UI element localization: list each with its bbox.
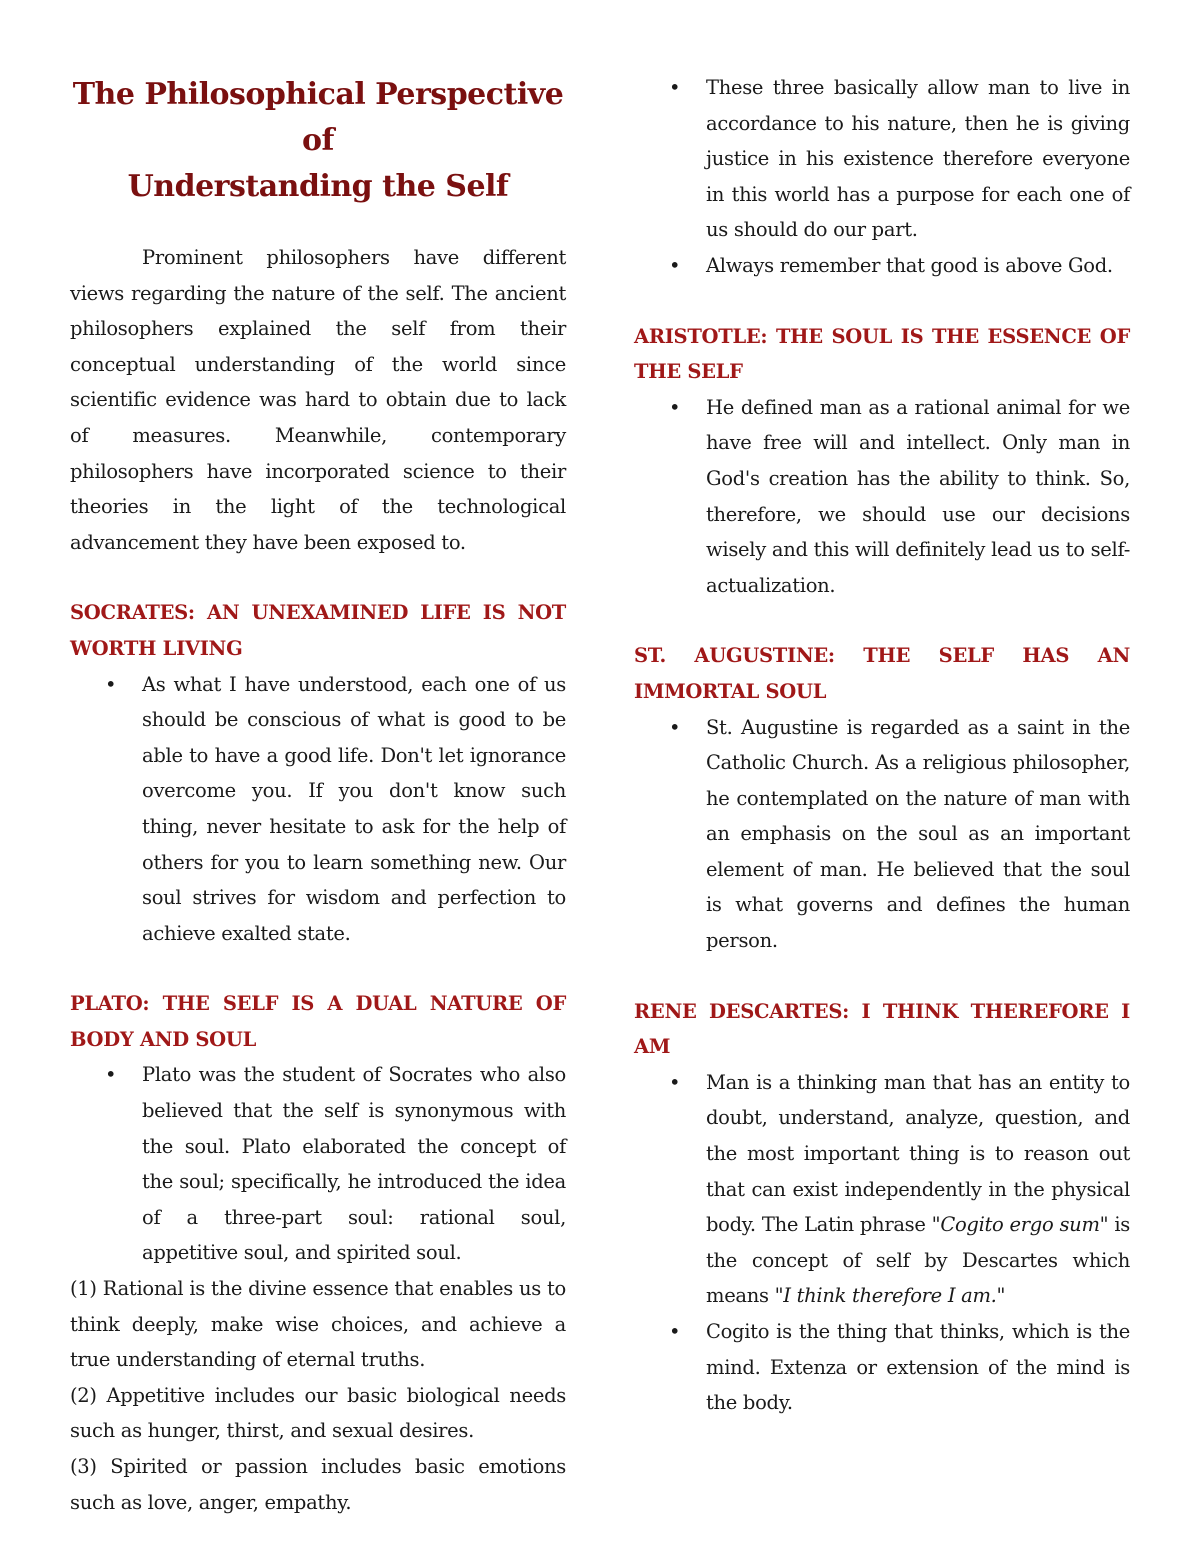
plato-numbered-1: (1) Rational is the divine essence that enables us to think deeply, make wise choices, and achieve a true understanding of eternal truths.: [70, 1277, 566, 1372]
aristotle-heading: ARISTOTLE: THE SOUL IS THE ESSENCE OF THE SELF: [634, 324, 1130, 384]
descartes-bullet-1-text-b: is the concept of self by Descartes which means: [706, 1213, 1131, 1308]
plato-continued-bullet-1: • These three basically allow man to live in accordance to his nature, then he is giving justice in his existence therefore everyone in this world has a purpose for each one of us should do our part.: [706, 70, 1130, 248]
i-think-quote: "I think therefore I am.": [774, 1284, 1006, 1308]
plato-numbered-list: [70, 1271, 566, 1520]
plato-bullet-1: • Plato was the student of Socrates who also believed that the self is synonymous with the soul. Plato elaborated the concept of the soul; specifically, he introduced the idea of a three-part soul: rational soul, appetitive soul, and spirited soul.: [142, 1057, 566, 1271]
title-line-1: The Philosophical Perspective of: [72, 77, 564, 158]
plato-numbered-2: (2) Appetitive includes our basic biological needs such as hunger, thirst, and sexual desires.: [70, 1383, 566, 1443]
aristotle-bullet-1: • He defined man as a rational animal for we have free will and intellect. Only man in God's creation has the ability to think. So, therefore, we should use our decisions wisely and this will definitely lead us to self-actualization.: [706, 390, 1130, 604]
plato-heading: PLATO: THE SELF IS A DUAL NATURE OF BODY AND SOUL: [70, 992, 566, 1051]
augustine-heading: ST. AUGUSTINE: THE SELF HAS AN IMMORTAL SOUL: [634, 644, 1130, 703]
plato-numbered-3: (3) Spirited or passion includes basic emotions such as love, anger, empathy.: [70, 1455, 566, 1514]
descartes-bullet-2: • Cogito is the thing that thinks, which is the mind. Extenza or extension of the mind is the body.: [706, 1314, 1130, 1421]
intro-paragraph: Prominent philosophers have different views regarding the nature of the self. The ancient philosophers explained the self from their conceptual understanding of the world since scientific evidence was hard to obtain due to lack of measures. Meanwhile, contemporary philosophers have incorporated science to their theories in the light of the technological advancement they have been exposed to.: [70, 246, 566, 554]
augustine-bullets: [634, 710, 1130, 959]
right-column: [634, 70, 1130, 1421]
cogito-quote: "Cogito ergo sum": [931, 1213, 1109, 1237]
aristotle-bullets: [634, 390, 1130, 604]
descartes-bullet-1: [706, 1065, 1130, 1314]
page-title: [70, 72, 566, 210]
plato-continued-bullet-2: • Always remember that good is above God.: [706, 248, 1130, 284]
socrates-bullet-1: • As what I have understood, each one of us should be conscious of what is good to be able to have a good life. Don't let ignorance overcome you. If you don't know such thing, never hesitate to ask for the help of others for you to learn something new. Our soul strives for wisdom and perfection to achieve exalted state.: [142, 667, 566, 952]
title-line-2: Understanding the Self: [127, 169, 509, 204]
augustine-bullet-1: • St. Augustine is regarded as a saint in the Catholic Church. As a religious philosopher, he contemplated on the nature of man with an emphasis on the soul as an important element of man. He believed that the soul is what governs and defines the human person.: [706, 710, 1130, 959]
socrates-heading: SOCRATES: AN UNEXAMINED LIFE IS NOT WORTH LIVING: [70, 601, 566, 660]
plato-bullets: [70, 1057, 566, 1271]
socrates-bullets: [70, 667, 566, 952]
descartes-heading: RENE DESCARTES: I THINK THEREFORE I AM: [634, 999, 1130, 1059]
plato-continued-bullets: [634, 70, 1130, 284]
descartes-bullet-1-text-a: Man is a thinking man that has an entity to doubt, understand, analyze, question, and the most important thing is to reason out that can exist independently in the physical body. The Latin phrase: [706, 1070, 1130, 1237]
left-column: [70, 72, 566, 1520]
descartes-bullets: [634, 1065, 1130, 1421]
